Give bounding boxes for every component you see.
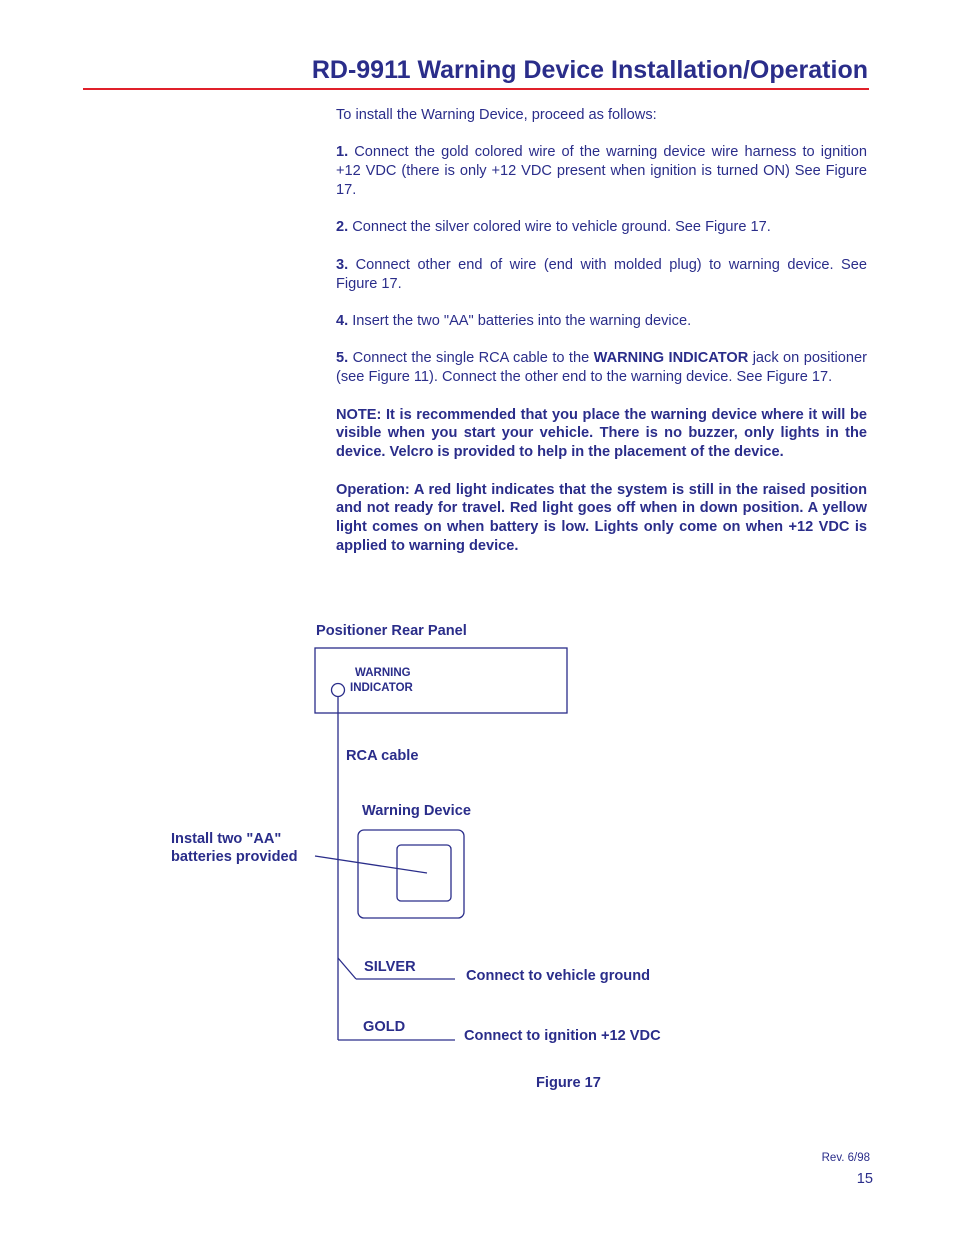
step-strong-text: WARNING INDICATOR xyxy=(593,350,749,367)
panel-label: Positioner Rear Panel xyxy=(316,623,467,639)
page-title: RD-9911 Warning Device Installation/Operation xyxy=(311,56,868,84)
gold-wire-description: Connect to ignition +12 VDC xyxy=(464,1028,661,1044)
step-number: 1. xyxy=(336,144,349,161)
operation-paragraph: Operation: A red light indicates that the system is still in the raised position and not ready for travel. Red light goes off when in down position. A yellow light comes on when battery is low. Lights only come on when +12 VDC is applied to warning device. xyxy=(336,481,867,554)
battery-leader-line xyxy=(315,856,427,873)
gold-wire-label: GOLD xyxy=(363,1019,406,1035)
step-text: Connect the single RCA cable to the xyxy=(348,350,594,367)
silver-wire-diagonal xyxy=(338,958,356,979)
battery-label-line2: batteries provided xyxy=(171,849,298,865)
revision-label: Rev. 6/98 xyxy=(821,1152,870,1164)
figure-caption: Figure 17 xyxy=(536,1075,601,1091)
step-number: 2. xyxy=(336,219,349,236)
silver-wire-description: Connect to vehicle ground xyxy=(466,968,651,984)
note-paragraph: NOTE: It is recommended that you place the warning device where it will be visible when you start your vehicle. There is no buzzer, only lights in the device. Velcro is provided to help in the placement of the device. xyxy=(336,406,867,461)
warning-device-label: Warning Device xyxy=(362,803,471,819)
battery-label-line1: Install two "AA" xyxy=(171,831,282,847)
step-number: 3. xyxy=(336,256,349,273)
rca-jack-icon xyxy=(332,684,345,697)
step-text: Connect the silver colored wire to vehicle ground. See Figure 17. xyxy=(348,219,771,236)
step-text: Connect other end of wire (end with molded plug) to warning device. See Figure 17. xyxy=(336,256,867,292)
step-number: 4. xyxy=(336,312,349,329)
page-number: 15 xyxy=(856,1171,873,1187)
step-number: 5. xyxy=(336,350,349,367)
rca-cable-label: RCA cable xyxy=(346,748,419,764)
step-text: Insert the two "AA" batteries into the warning device. xyxy=(348,312,692,329)
step-text: jack on positioner (see Figure 11). Connect the other end to the warning device. See Figure 17. xyxy=(336,350,867,386)
warning-device-box xyxy=(358,830,464,918)
intro-text: To install the Warning Device, proceed as follows: xyxy=(336,107,657,123)
jack-label-indicator: INDICATOR xyxy=(350,682,413,694)
step-text: Connect the gold colored wire of the warning device wire harness to ignition +12 VDC (there is only +12 VDC present when ignition is turned ON) See Figure 17. xyxy=(336,144,867,198)
silver-wire-label: SILVER xyxy=(364,959,416,975)
jack-label-warning: WARNING xyxy=(355,667,411,679)
